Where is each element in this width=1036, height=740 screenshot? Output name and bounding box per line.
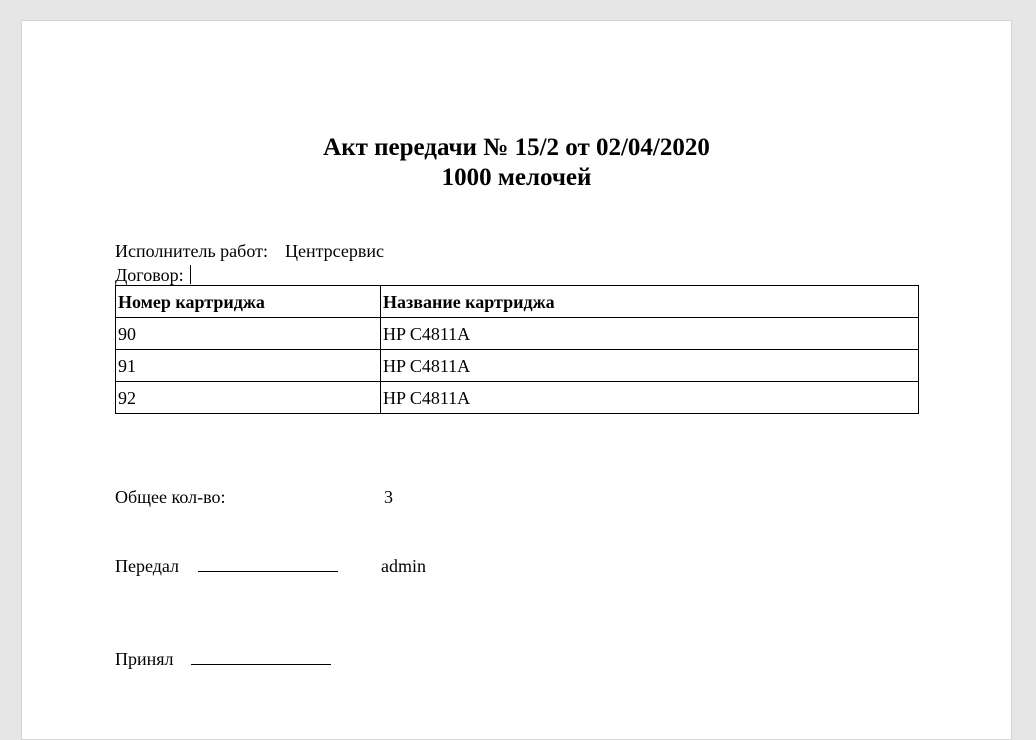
- table-header-row: [116, 286, 919, 318]
- table-row: [116, 318, 919, 350]
- cell-cartridge-name: HP C4811A: [381, 350, 919, 382]
- handed-value: admin: [381, 556, 426, 576]
- received-label: Принял: [115, 649, 174, 669]
- table-row: [116, 382, 919, 414]
- total-label: Общее кол-во:: [115, 487, 226, 507]
- contractor-line: [115, 240, 384, 262]
- contract-line[interactable]: [115, 264, 191, 286]
- cell-cartridge-number: 91: [116, 350, 381, 382]
- document-subtitle: 1000 мелочей: [441, 164, 592, 191]
- document-page: [21, 20, 1012, 740]
- text-cursor: [190, 265, 191, 284]
- contract-label: Договор:: [115, 265, 184, 285]
- cell-cartridge-name: HP C4811A: [381, 318, 919, 350]
- header-cartridge-name: Название картриджа: [381, 286, 919, 318]
- cell-cartridge-number: 90: [116, 318, 381, 350]
- header-cartridge-number: Номер картриджа: [116, 286, 381, 318]
- handed-label: Передал: [115, 556, 180, 576]
- handed-line: [115, 555, 338, 577]
- contractor-label: Исполнитель работ:: [115, 241, 268, 261]
- total-value: 3: [384, 487, 393, 507]
- table-row: [116, 350, 919, 382]
- received-signature-line: [191, 650, 331, 665]
- cartridge-table: [115, 285, 919, 414]
- cell-cartridge-name: HP C4811A: [381, 382, 919, 414]
- cell-cartridge-number: 92: [116, 382, 381, 414]
- handed-signature-line: [198, 557, 338, 572]
- received-line: [115, 648, 331, 670]
- document-title: Акт передачи № 15/2 от 02/04/2020: [323, 134, 710, 161]
- contractor-value: Центрсервис: [284, 241, 384, 261]
